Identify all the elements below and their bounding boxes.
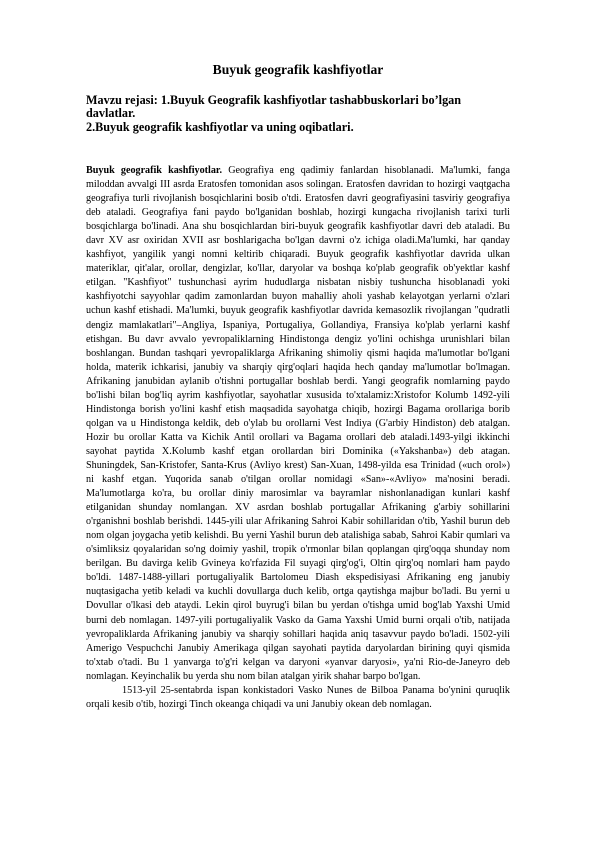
topic-plan [86, 94, 510, 134]
body-paragraph-1 [86, 164, 510, 684]
document-body [86, 164, 510, 712]
plan-line-2: 2.Buyuk geografik kashfiyotlar va uning oqibatlari. [86, 119, 354, 134]
plan-line-1: Mavzu rejasi: 1.Buyuk Geografik kashfiyotlar tashabbuskorlari bo’lgan davlatlar. [86, 93, 462, 121]
paragraph-2-text: 1513-yil 25-sentabrda ispan konkistadori Vasko Nunes de Bilboa Panama bo'ynini quruqlik orqali kesib o'tib, hozirgi Tinch okeanga chiqadi va uni Janubiy okean deb nomlagan. [86, 684, 510, 710]
body-paragraph-2 [86, 684, 510, 712]
lead-heading: Buyuk geografik kashfiyotlar. [86, 165, 223, 176]
paragraph-1-text: Geografiya eng qadimiy fanlardan hisoblanadi. Ma'lumki, fanga miloddan avvalgi III asrda Eratosfen tomonidan asos solingan. Eratosfen davridan to hozirgi vaqtgacha geografiya turli rivojlanish bosqichlarini bosib o'tdi. Eratosfen davri geografiyasini tasviriy geografiya deb ataladi. Geografiya fani paydo bo'lganidan boshlab, hozirgi kungacha rivojlanish tarixi turli bosqichlarga bo'linadi. Ana shu bosqichlardan biri-buyuk geografik kashfiyotlar davri deb ataladi. Bu davr XV asr oxiridan XVII asr boshlarigacha bo'lgan davrni o'z ichiga oladi.Ma'lumki, har qanday kashfiyot, yangilik yangi nomni keltirib chiqaradi. Buyuk geografik kashfiyotlar davrida ulkan materiklar, qit'alar, orollar, dengizlar, ko'llar, daryolar va boshqa ko'plab geografik ob'yektlar kashf etilgan. "Kashfiyot" tushunchasi ayrim hududlarga nisbatan nisbiy tushuncha hisoblanadi yoki kashfiyotchi sayyohlar qadim zamonlardan buyon mahalliy aholi yashab kelayotgan yerlarni o'zlari uchun kashf etishadi. Ma'lumki, buyuk geografik kashfiyotlar davrida kemasozlik rivojlangan "qudratli dengiz mamlakatlari"–Angliya, Ispaniya, Portugaliya, Gollandiya, Fransiya ko'plab yerlarni kashf etishgan. Bu davr avvalo yevropaliklarning Hindistonga dengiz yo'lini ochishga urunishlari bilan boshlangan. Bundan tashqari yevropaliklarga Afrikaning shimoliy qismi haqida ma'lumotlar bo'lgani holda, materik ichkarisi, janubiy va sharqiy qirg'oqlari haqida hech qanday ma'lumotlar bo'lmagan. Afrikaning janubidan aylanib o'tishni portugallar boshlab berdi. Yangi geografik nomlarning paydo bo'lishi bilan bog'liq ayrim kashfiyotlar, sayohatlar xususida to'xtalamiz:Xristofor Kolumb 1492-yili Hindistonga borish yo'lini kashf etish maqsadida sayohatga chiqib, hozirgi Bagama orollariga borib qolgan va u Hindistonga keldik, deb o'ylab bu orollarni Vest Indiya (G'arbiy Hindiston) deb atalgan. Hozir bu orollar Katta va Kichik Antil orollari va Bagama orollari deb ataladi.1493-yilgi ikkinchi sayohat paytida X.Kolumb kashf etgan orollardan biri Dominika («Yakshanba») deb atagan. Shuningdek, San-Kristofer, Santa-Krus (Avliyo krest) San-Xuan, 1498-yilda esa Trinidad («uch orol») ni kashf etgan. Yuqorida sanab o'tilgan orollar nomidagi «San»-«Avliyo» ma'nosini beradi. Ma'lumotlarga ko'ra, bu orollar diniy marosimlar va bayramlar nishonlanadigan kunlari kashf etilganidan shunday nomlangan. XV asrdan boshlab portugallar Afrikaning g'arbiy sohillarini o'rganishni boshlab berishdi. 1445-yili ular Afrikaning Sahroi Kabir sohillaridan o'tib, Yashil burun deb nom olgan joygacha yetib kelishdi. Bu yerni Yashil burun deb atalishiga sabab, Sahroi Kabir qumlari va o'simliksiz qoyalaridan so'ng doimiy yashil, tropik o'rmonlar bilan qoplangan qirg'oqqa shunday nom berilgan. Bu davirga kelib Gvineya ko'rfazida Fil suyagi qirg'og'i, Oltin qirg'oq nomlari ham paydo bo'ldi. 1487-1488-yillari portugaliyalik Bartolomeu Diash ekspedisiyasi Afrikaning eng janubiy nuqtasigacha yetib keladi va kuchli dovullarga duch kelib, ortga qaytishga majbur bo'ladi. Bu yerni u Dovullar o'lkasi deb ataydi. Lekin qirol buyrug'i bilan bu yerdan o'tishga umid bog'lab Yaxshi Umid burni deb nomlagan. 1497-yili portugaliyalik Vasko da Gama Yaxshi Umid burni orqali o'tib, natijada yevropaliklarda Afrikaning janubiy va sharqiy sohillari haqida aniq tasavvur paydo bo'ladi. 1502-yili Amerigo Vespuchchi Janubiy Amerikaga qilgan sayohati paytida daryolardan birining quyi qismida to'xtab o'tadi. Bu 1 yanvarga to'g'ri kelgan va daryoni «yanvar daryosi», ya'ni Rio-de-Janeyro deb nomlagan. Keyinchalik bu yerda shu nom bilan atalgan yirik shahar barpo bo'lgan. [86, 165, 510, 682]
document-title: Buyuk geografik kashfiyotlar [212, 62, 384, 77]
